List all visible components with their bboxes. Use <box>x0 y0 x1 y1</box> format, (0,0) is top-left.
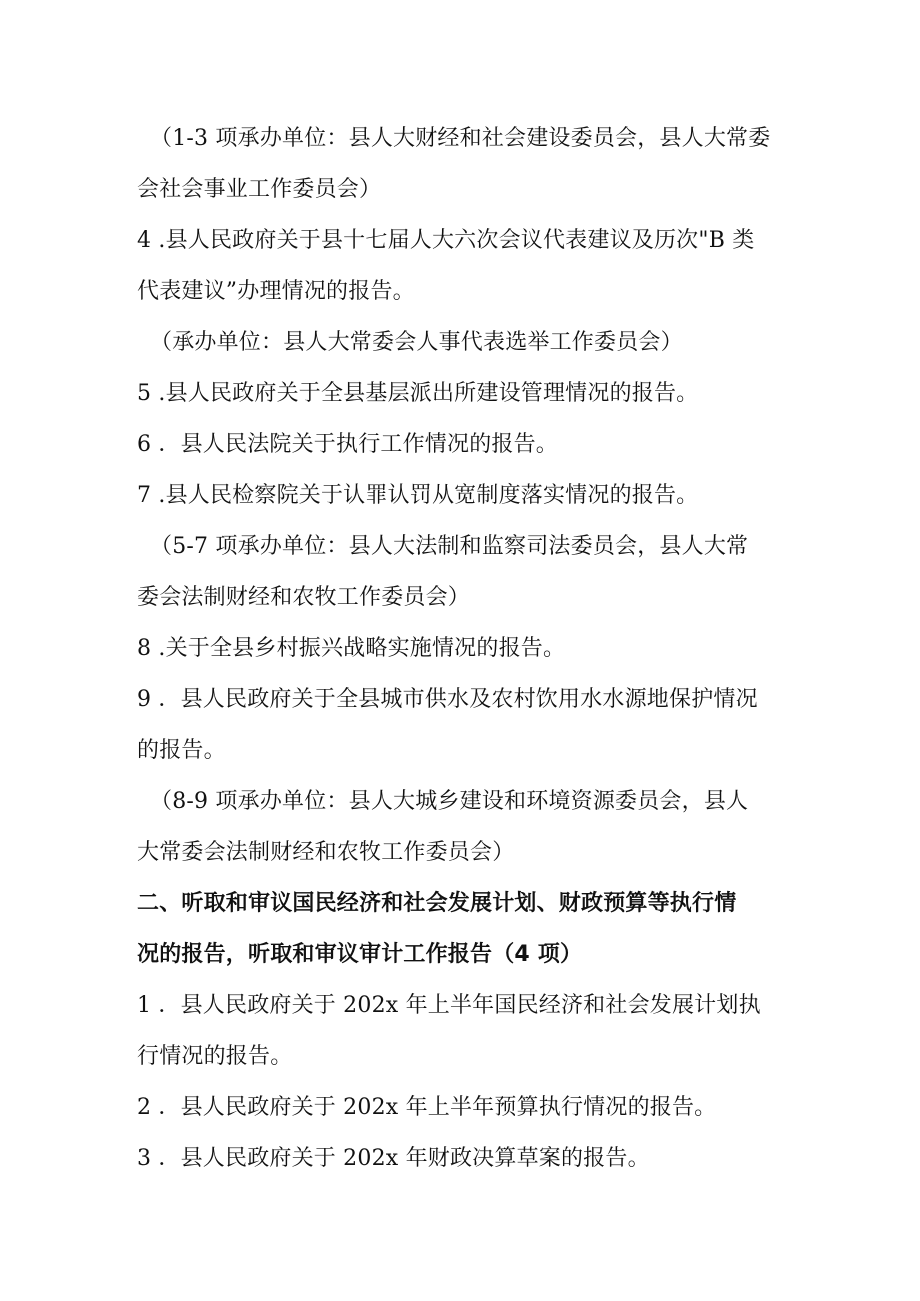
committee-note-line: 委会法制财经和农牧工作委员会） <box>137 585 471 610</box>
report-item-line: 7 .县人民检察院关于认罪认罚从宽制度落实情况的报告。 <box>137 483 699 508</box>
section-heading-line: 况的报告，听取和审议审计工作报告（4 项） <box>137 942 583 967</box>
report-item-line: 的报告。 <box>137 738 226 763</box>
report-item-line: 8 .关于全县乡村振兴战略实施情况的报告。 <box>137 636 566 661</box>
committee-note-line: （5-7 项承办单位：县人大法制和监察司法委员会，县人大常 <box>150 534 749 559</box>
report-item-line: 5 .县人民政府关于全县基层派出所建设管理情况的报告。 <box>137 381 699 406</box>
report-item-line: 4 .县人民政府关于县十七届人大六次会议代表建议及历次"B 类 <box>137 228 755 253</box>
report-item-line: 代表建议”办理情况的报告。 <box>137 279 415 304</box>
committee-note-line: 大常委会法制财经和农牧工作委员会） <box>137 840 515 865</box>
report-item-line: 6 ．县人民法院关于执行工作情况的报告。 <box>137 432 558 457</box>
report-item-line: 3 ．县人民政府关于 202x 年财政决算草案的报告。 <box>137 1146 650 1171</box>
report-item-line: 1 ．县人民政府关于 202x 年上半年国民经济和社会发展计划执 <box>137 993 761 1018</box>
report-item-line: 行情况的报告。 <box>137 1044 293 1069</box>
committee-note-line: （8-9 项承办单位：县人大城乡建设和环境资源委员会，县人 <box>150 789 749 814</box>
section-heading-line: 二、听取和审议国民经济和社会发展计划、财政预算等执行情 <box>137 891 737 916</box>
report-item-line: 2 ．县人民政府关于 202x 年上半年预算执行情况的报告。 <box>137 1095 717 1120</box>
committee-note-line: （承办单位：县人大常委会人事代表选举工作委员会） <box>150 330 683 355</box>
committee-note-line: 会社会事业工作委员会） <box>137 177 382 202</box>
committee-note-line: （1-3 项承办单位：县人大财经和社会建设委员会，县人大常委 <box>150 126 771 151</box>
report-item-line: 9 ．县人民政府关于全县城市供水及农村饮用水水源地保护情况 <box>137 687 758 712</box>
document-body <box>137 113 792 1184</box>
